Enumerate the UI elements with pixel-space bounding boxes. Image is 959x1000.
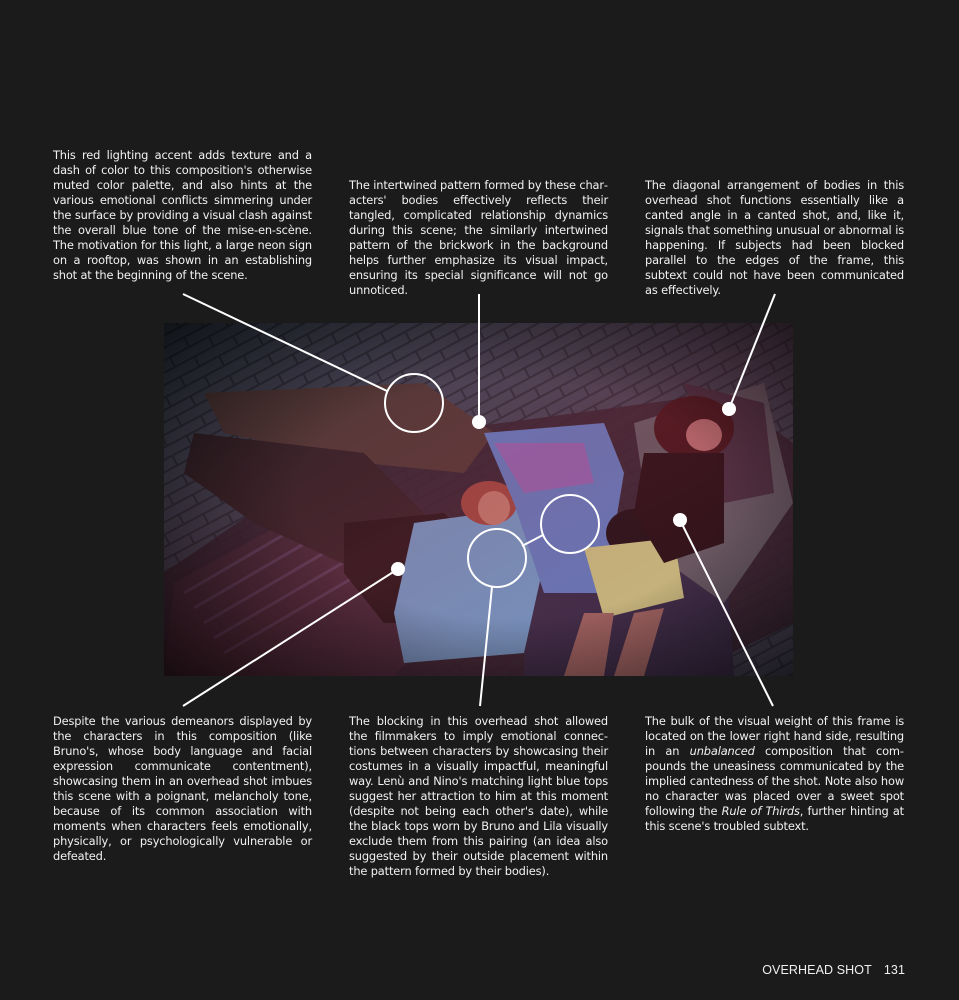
annotation-visual-weight <box>645 714 904 834</box>
page-number: 131 <box>883 963 905 977</box>
page-footer <box>750 963 905 977</box>
annotation-diagonal-arrangement: The diagonal arrangement of bodies in this overhead shot functions essentially like a canted angle in a canted shot, and, like it, signals that something unusual or abnormal is happening. If subjects had been blocked parallel to the edges of the frame, this subtext could not have been communicated as effectively. <box>645 178 904 298</box>
annotation-costume-blocking: The blocking in this overhead shot allowed the filmmakers to imply emotional connections between characters by showcasing their costumes in a visually impactful, meaningful way. Lenù and Nino's matching light blue tops suggest her attraction to him at this moment (despite not being each other's date), while the black tops worn by Bruno and Lila visually exclude them from this pairing (an idea also suggested by their outside placement within the pattern formed by their bodies). <box>349 714 608 879</box>
text-segment: composition that compounds the uneasiness communicated by the implied cantedness of the shot. Note also how no character was placed over a sweet spot following the <box>645 744 904 819</box>
film-still-illustration <box>164 323 793 676</box>
emphasis-rule-of-thirds: Rule of Thirds <box>721 804 800 819</box>
text-segment: The bulk of the visual weight of this frame is located on the lower right hand side, resulting in an <box>645 714 904 759</box>
film-still <box>164 323 793 676</box>
emphasis-unbalanced: unbalanced <box>689 744 755 759</box>
section-label: OVERHEAD SHOT <box>762 963 872 977</box>
text-segment: , further hinting at this scene's troubled subtext. <box>645 804 904 834</box>
annotation-intertwined-pattern: The intertwined pattern formed by these characters' bodies effectively reflects their tangled, complicated relationship dynamics during this scene; the similarly intertwined pattern of the brickwork in the background helps further emphasize its visual impact, ensuring its special significance will not go unnoticed. <box>349 178 608 298</box>
annotation-melancholy-tone: Despite the various demeanors displayed by the characters in this composition (like Bruno's, whose body language and facial expression communicate contentment), showcasing them in an overhead shot imbues this scene with a poignant, melancholy tone, because of its common association with moments when characters feels emotionally, physically, or psychologically vulnerable or defeated. <box>53 714 312 864</box>
annotation-red-lighting: This red lighting accent adds texture and a dash of color to this composition's otherwise muted color palette, and also hints at the various emotional conflicts simmering under the surface by providing a visual clash against the overall blue tone of the mise-en-scène. The motivation for this light, a large neon sign on a rooftop, was shown in an establishing shot at the beginning of the scene. <box>53 148 312 283</box>
